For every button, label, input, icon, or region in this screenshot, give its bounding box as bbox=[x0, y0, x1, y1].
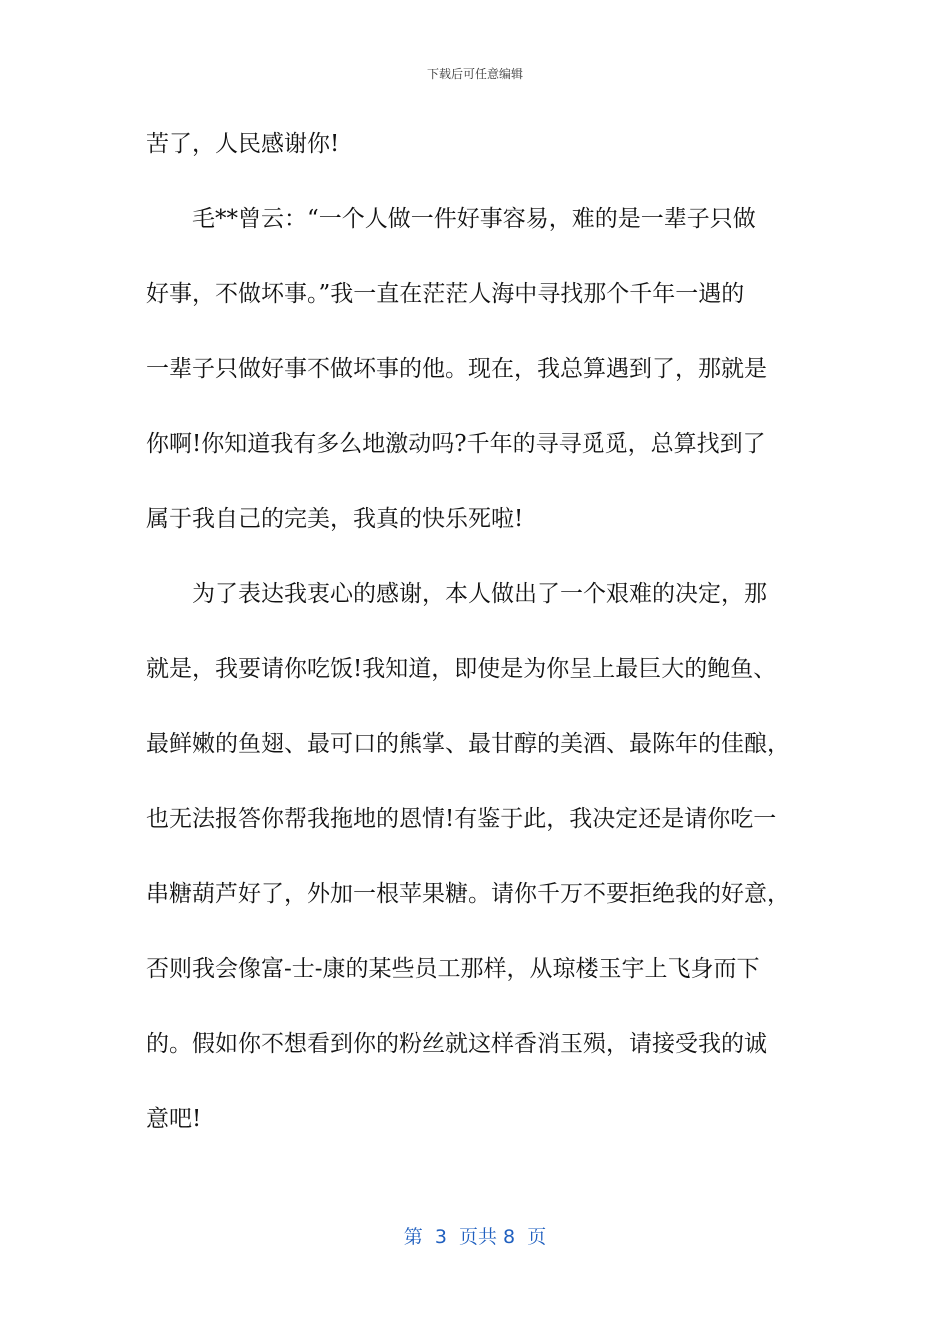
text-line: 好事，不做坏事。”我一直在茫茫人海中寻找那个千年一遇的 bbox=[146, 281, 745, 307]
text-line: 你啊!你知道我有多么地激动吗?千年的寻寻觅觅，总算找到了 bbox=[146, 431, 766, 457]
text-line: 一辈子只做好事不做坏事的他。现在，我总算遇到了，那就是 bbox=[146, 356, 767, 382]
page-header: 下载后可任意编辑 bbox=[426, 67, 523, 81]
text-line: 为了表达我衷心的感谢，本人做出了一个艰难的决定，那 bbox=[192, 581, 767, 607]
text-line: 就是，我要请你吃饭!我知道，即使是为你呈上最巨大的鲍鱼、 bbox=[146, 656, 777, 682]
text-line: 串糖葫芦好了，外加一根苹果糖。请你千万不要拒绝我的好意， bbox=[146, 881, 790, 907]
text-line: 意吧! bbox=[146, 1106, 202, 1132]
text-line: 也无法报答你帮我拖地的恩情!有鉴于此，我决定还是请你吃一 bbox=[146, 806, 777, 832]
text-line: 属于我自己的完美，我真的快乐死啦! bbox=[146, 506, 524, 532]
text-line: 苦了，人民感谢你! bbox=[146, 131, 340, 157]
text-line: 毛**曾云：“一个人做一件好事容易，难的是一辈子只做 bbox=[192, 206, 756, 232]
text-line: 否则我会像富-士-康的某些员工那样，从琼楼玉宇上飞身而下 bbox=[146, 956, 760, 982]
document-body bbox=[146, 107, 810, 1157]
text-line: 最鲜嫩的鱼翅、最可口的熊掌、最甘醇的美酒、最陈年的佳酿， bbox=[146, 731, 790, 757]
page-footer: 第 3 页共 8 页 bbox=[403, 1226, 547, 1248]
text-line: 的。假如你不想看到你的粉丝就这样香消玉殒，请接受我的诚 bbox=[146, 1031, 767, 1057]
